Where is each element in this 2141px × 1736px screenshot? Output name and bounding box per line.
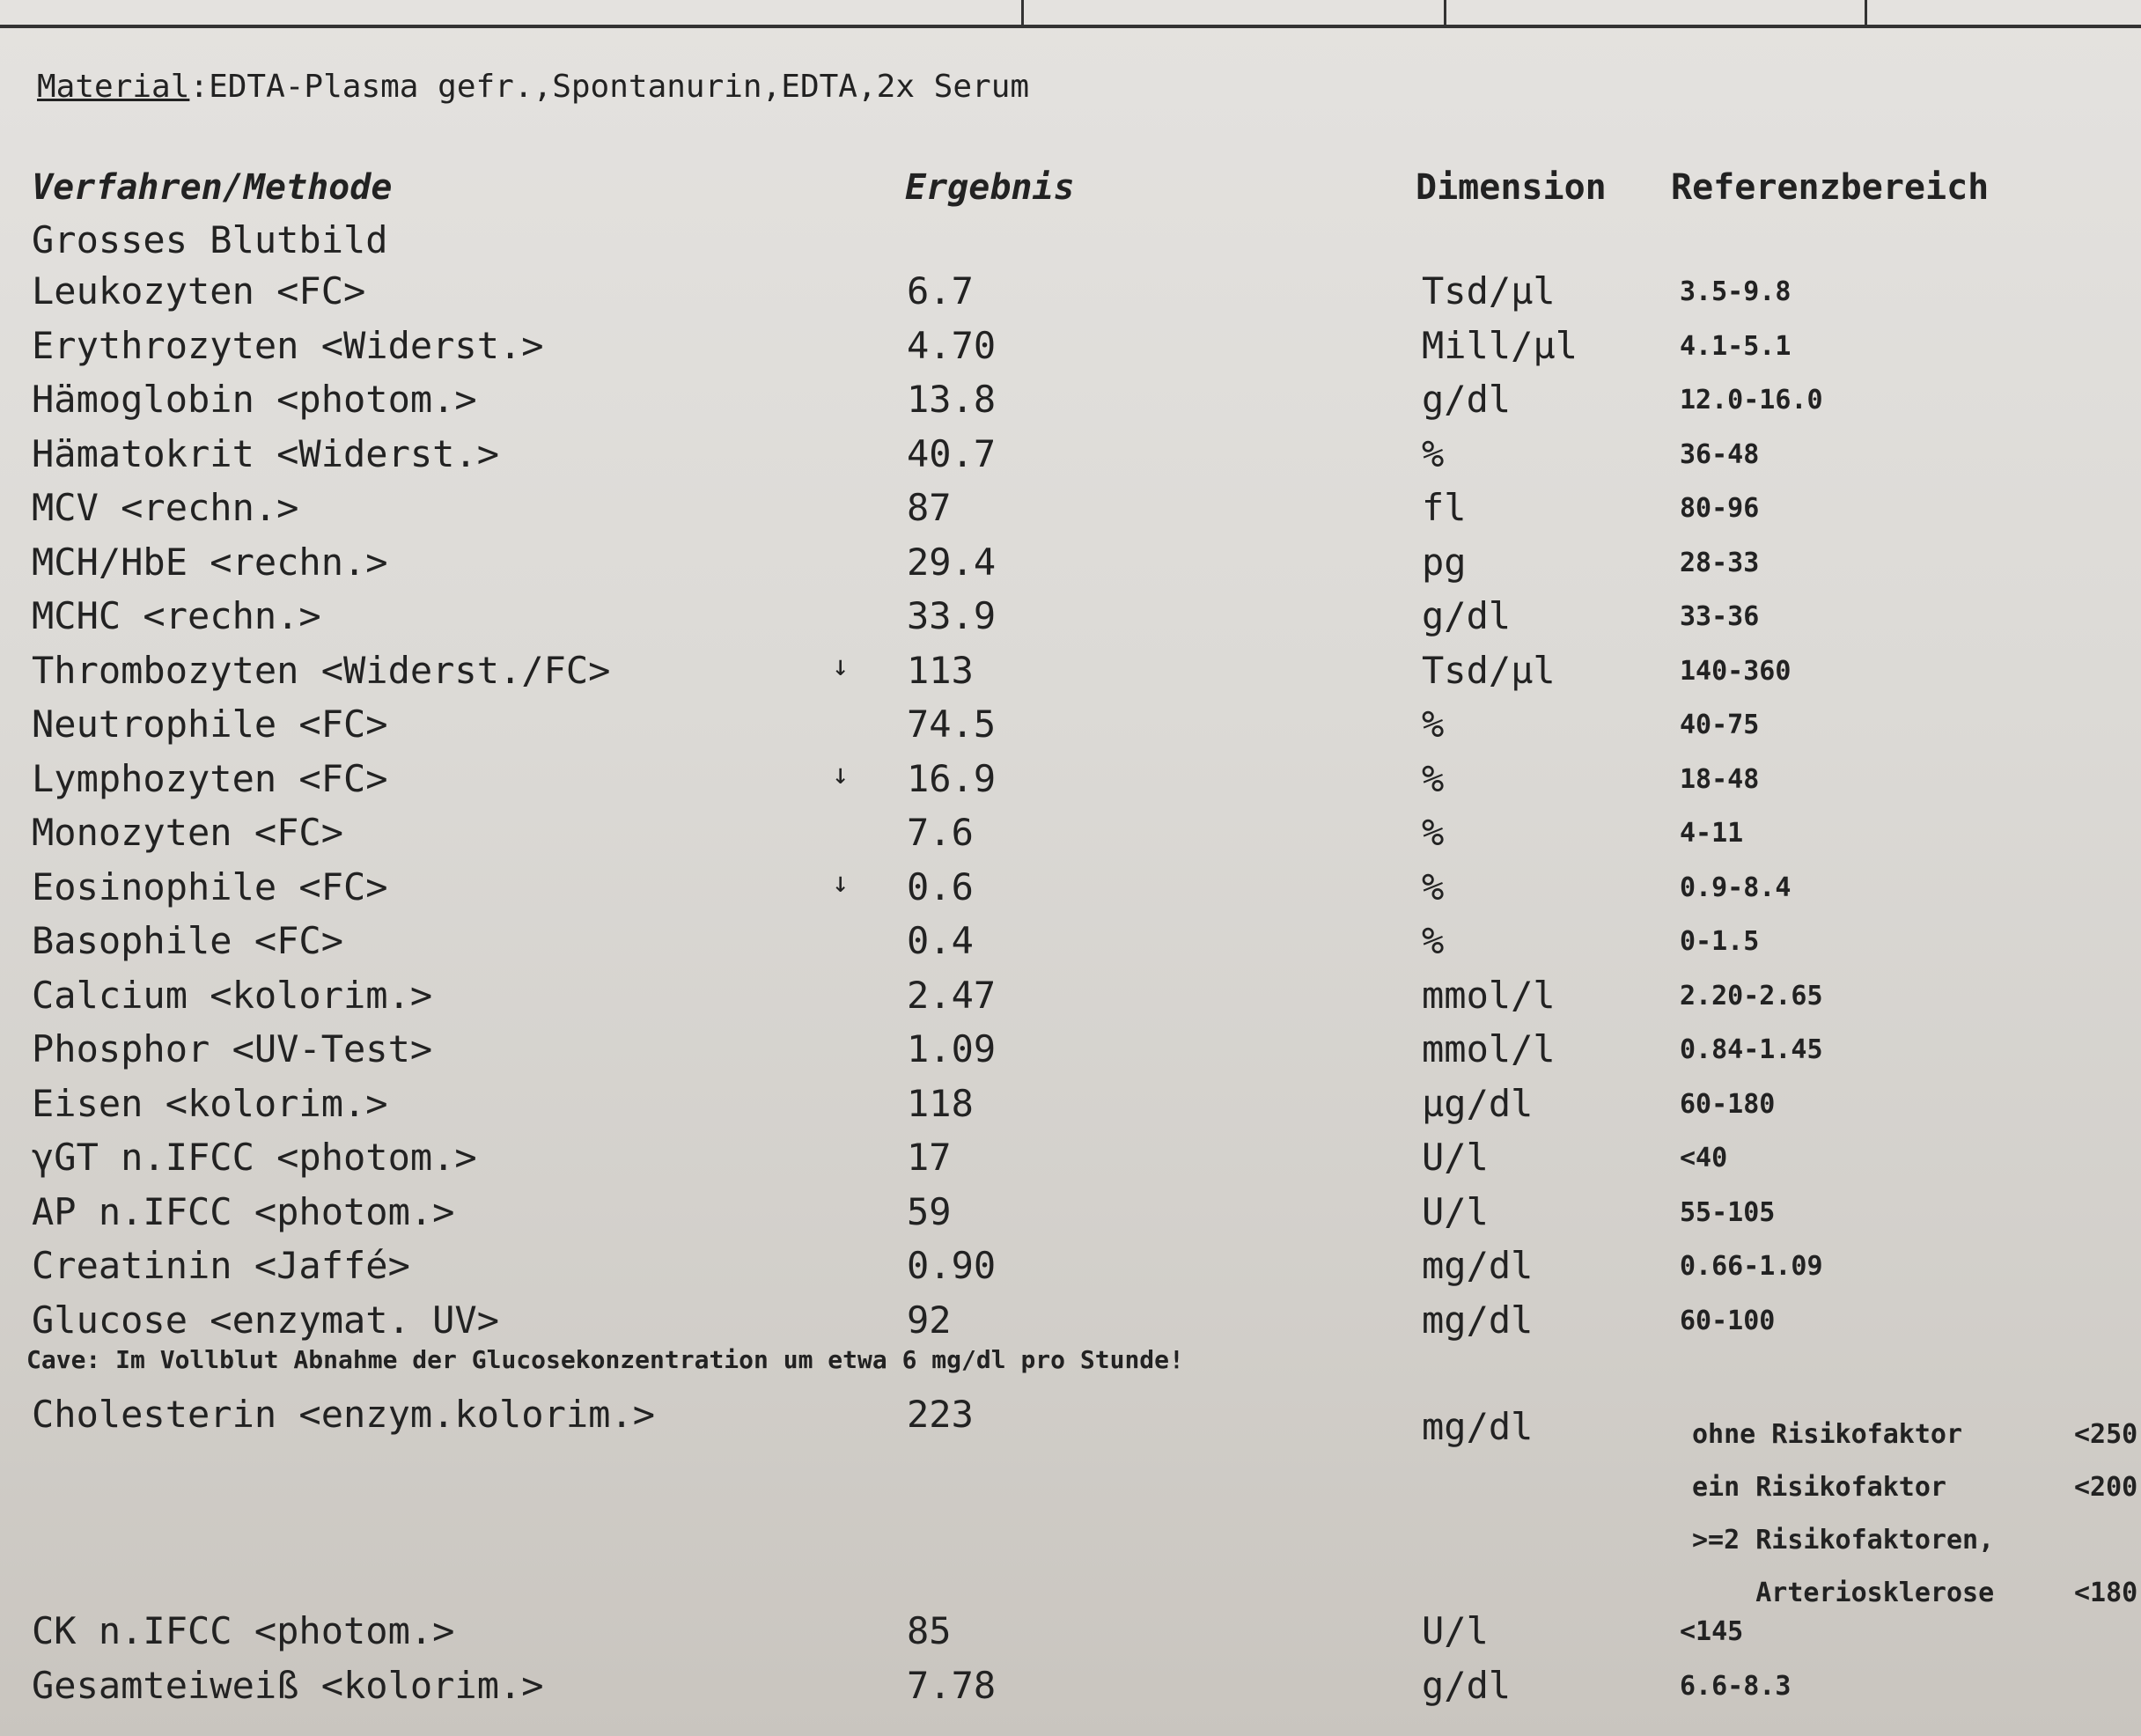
column-divider [1444,0,1446,26]
test-reference: 3.5-9.8 [1680,276,1792,307]
header-method: Verfahren/Methode [32,167,393,208]
test-value: 6.7 [907,269,974,313]
test-reference: 0-1.5 [1680,926,1760,957]
test-value: 0.90 [907,1244,997,1287]
table-row [0,594,2141,645]
test-reference: 28-33 [1680,547,1760,578]
reference-limit: <200 [2074,1472,2138,1503]
test-name: AP n.IFCC <photom.> [32,1189,455,1233]
table-row [0,1609,2141,1660]
column-divider [1021,0,1024,26]
table-row [0,378,2141,429]
test-name: Neutrophile <FC> [32,702,388,746]
test-value: 7.78 [907,1664,997,1707]
reference-label: ohne Risikofaktor [1692,1419,1963,1450]
low-flag: ↓ [832,756,850,791]
test-unit: % [1422,811,1445,854]
test-reference: 0.66-1.09 [1680,1251,1823,1282]
test-name: MCH/HbE <rechn.> [32,540,388,584]
test-value: 33.9 [907,594,997,637]
test-name: CK n.IFCC <photom.> [32,1609,455,1652]
test-value: 29.4 [907,540,997,584]
glucose-note: Cave: Im Vollblut Abnahme der Glucosekonzentration um etwa 6 mg/dl pro Stunde! [26,1345,1184,1374]
test-value: 74.5 [907,702,997,746]
table-row [0,974,2141,1025]
table-row [0,1298,2141,1350]
test-value: 85 [907,1609,952,1652]
section-title: Grosses Blutbild [32,218,388,261]
test-value: 0.6 [907,864,974,908]
reference-label: Arteriosklerose [1692,1578,1995,1608]
test-value: 13.8 [907,378,997,421]
test-reference: <40 [1680,1143,1728,1173]
test-unit: % [1422,702,1445,746]
table-row [0,1190,2141,1241]
test-name: Glucose <enzymat. UV> [32,1298,500,1342]
table-row [0,432,2141,483]
test-unit: % [1422,756,1445,800]
test-unit: mg/dl [1422,1298,1534,1342]
test-unit: g/dl [1422,378,1512,421]
reference-label: ein Risikofaktor [1692,1472,1946,1503]
table-row [0,486,2141,537]
material-value: :EDTA-Plasma gefr.,Spontanurin,EDTA,2x Serum [189,69,1030,105]
test-unit: mg/dl [1422,1405,1534,1448]
test-value: 1.09 [907,1027,997,1070]
test-name: MCV <rechn.> [32,486,299,529]
test-unit: mg/dl [1422,1244,1534,1287]
test-unit: g/dl [1422,1664,1512,1707]
test-reference: 0.9-8.4 [1680,872,1792,903]
test-reference: 18-48 [1680,763,1760,795]
header-reference: Referenzbereich [1671,167,1990,208]
test-reference: 140-360 [1680,655,1792,687]
test-reference: 60-180 [1680,1088,1776,1120]
table-row [0,919,2141,970]
test-reference: <145 [1680,1616,1744,1647]
test-name: Erythrozyten <Widerst.> [32,323,544,367]
test-value: 113 [907,648,974,692]
test-value: 92 [907,1298,952,1342]
test-name: Thrombozyten <Widerst./FC> [32,648,611,692]
table-row [0,1664,2141,1715]
test-unit: U/l [1422,1189,1489,1233]
test-unit: mmol/l [1422,973,1556,1017]
test-value: 16.9 [907,756,997,800]
test-unit: µg/dl [1422,1081,1534,1125]
test-reference: 55-105 [1680,1196,1776,1228]
column-divider [1865,0,1867,26]
test-reference: 40-75 [1680,710,1760,740]
test-unit: % [1422,431,1445,475]
test-unit: % [1422,864,1445,908]
low-flag: ↓ [832,648,850,682]
test-name: Creatinin <Jaffé> [32,1244,410,1287]
test-unit: g/dl [1422,594,1512,637]
test-name: Cholesterin <enzym.kolorim.> [32,1393,656,1436]
table-row [0,811,2141,862]
test-name: Leukozyten <FC> [32,269,366,313]
table-row [0,1136,2141,1187]
test-unit: Tsd/µl [1422,269,1556,313]
test-name: Lymphozyten <FC> [32,756,388,800]
test-unit: U/l [1422,1136,1489,1179]
test-value: 87 [907,486,952,529]
test-reference: 4.1-5.1 [1680,330,1792,362]
test-name: Calcium <kolorim.> [32,973,433,1017]
test-name: Eisen <kolorim.> [32,1081,388,1125]
table-row [0,269,2141,320]
test-unit: mmol/l [1422,1027,1556,1070]
table-row [0,324,2141,375]
test-value: 118 [907,1081,974,1125]
table-row [0,757,2141,808]
test-reference: 2.20-2.65 [1680,980,1823,1011]
test-unit: pg [1422,540,1467,584]
test-reference: 0.84-1.45 [1680,1034,1823,1065]
reference-limit: <250 [2074,1419,2138,1450]
test-value: 17 [907,1136,952,1179]
test-unit: % [1422,919,1445,962]
test-value: 2.47 [907,973,997,1017]
material-label: Material [37,69,190,105]
test-name: Monozyten <FC> [32,811,344,854]
header-result: Ergebnis [905,167,1075,208]
test-name: Gesamteiweiß <kolorim.> [32,1664,544,1707]
table-row [0,541,2141,592]
test-name: Eosinophile <FC> [32,864,388,908]
table-row [0,865,2141,916]
test-value: 0.4 [907,919,974,962]
reference-label: >=2 Risikofaktoren, [1692,1525,1995,1556]
test-value: 59 [907,1189,952,1233]
table-row [0,1244,2141,1295]
table-row [0,1027,2141,1078]
table-row [0,649,2141,700]
test-unit: Mill/µl [1422,323,1578,367]
reference-limit: <180 [2074,1578,2138,1608]
test-reference: 6.6-8.3 [1680,1671,1792,1702]
test-value: 7.6 [907,811,974,854]
test-name: Hämoglobin <photom.> [32,378,477,421]
material-line [37,69,1029,105]
table-row [0,702,2141,754]
test-name: Hämatokrit <Widerst.> [32,431,500,475]
test-value: 40.7 [907,431,997,475]
test-reference: 36-48 [1680,438,1760,470]
table-row [0,1082,2141,1133]
test-name: Basophile <FC> [32,919,344,962]
test-name: Phosphor <UV-Test> [32,1027,433,1070]
test-reference: 33-36 [1680,601,1760,632]
test-unit: U/l [1422,1609,1489,1652]
test-reference: 60-100 [1680,1305,1776,1336]
top-border-line [0,25,2141,28]
test-reference: 80-96 [1680,493,1760,524]
test-value: 223 [907,1393,974,1436]
test-reference: 4-11 [1680,818,1744,849]
test-name: γGT n.IFCC <photom.> [32,1136,477,1179]
test-value: 4.70 [907,323,997,367]
test-reference: 12.0-16.0 [1680,385,1823,416]
test-unit: Tsd/µl [1422,648,1556,692]
header-dimension: Dimension [1416,167,1607,208]
test-name: MCHC <rechn.> [32,594,321,637]
test-unit: fl [1422,486,1467,529]
low-flag: ↓ [832,864,850,899]
